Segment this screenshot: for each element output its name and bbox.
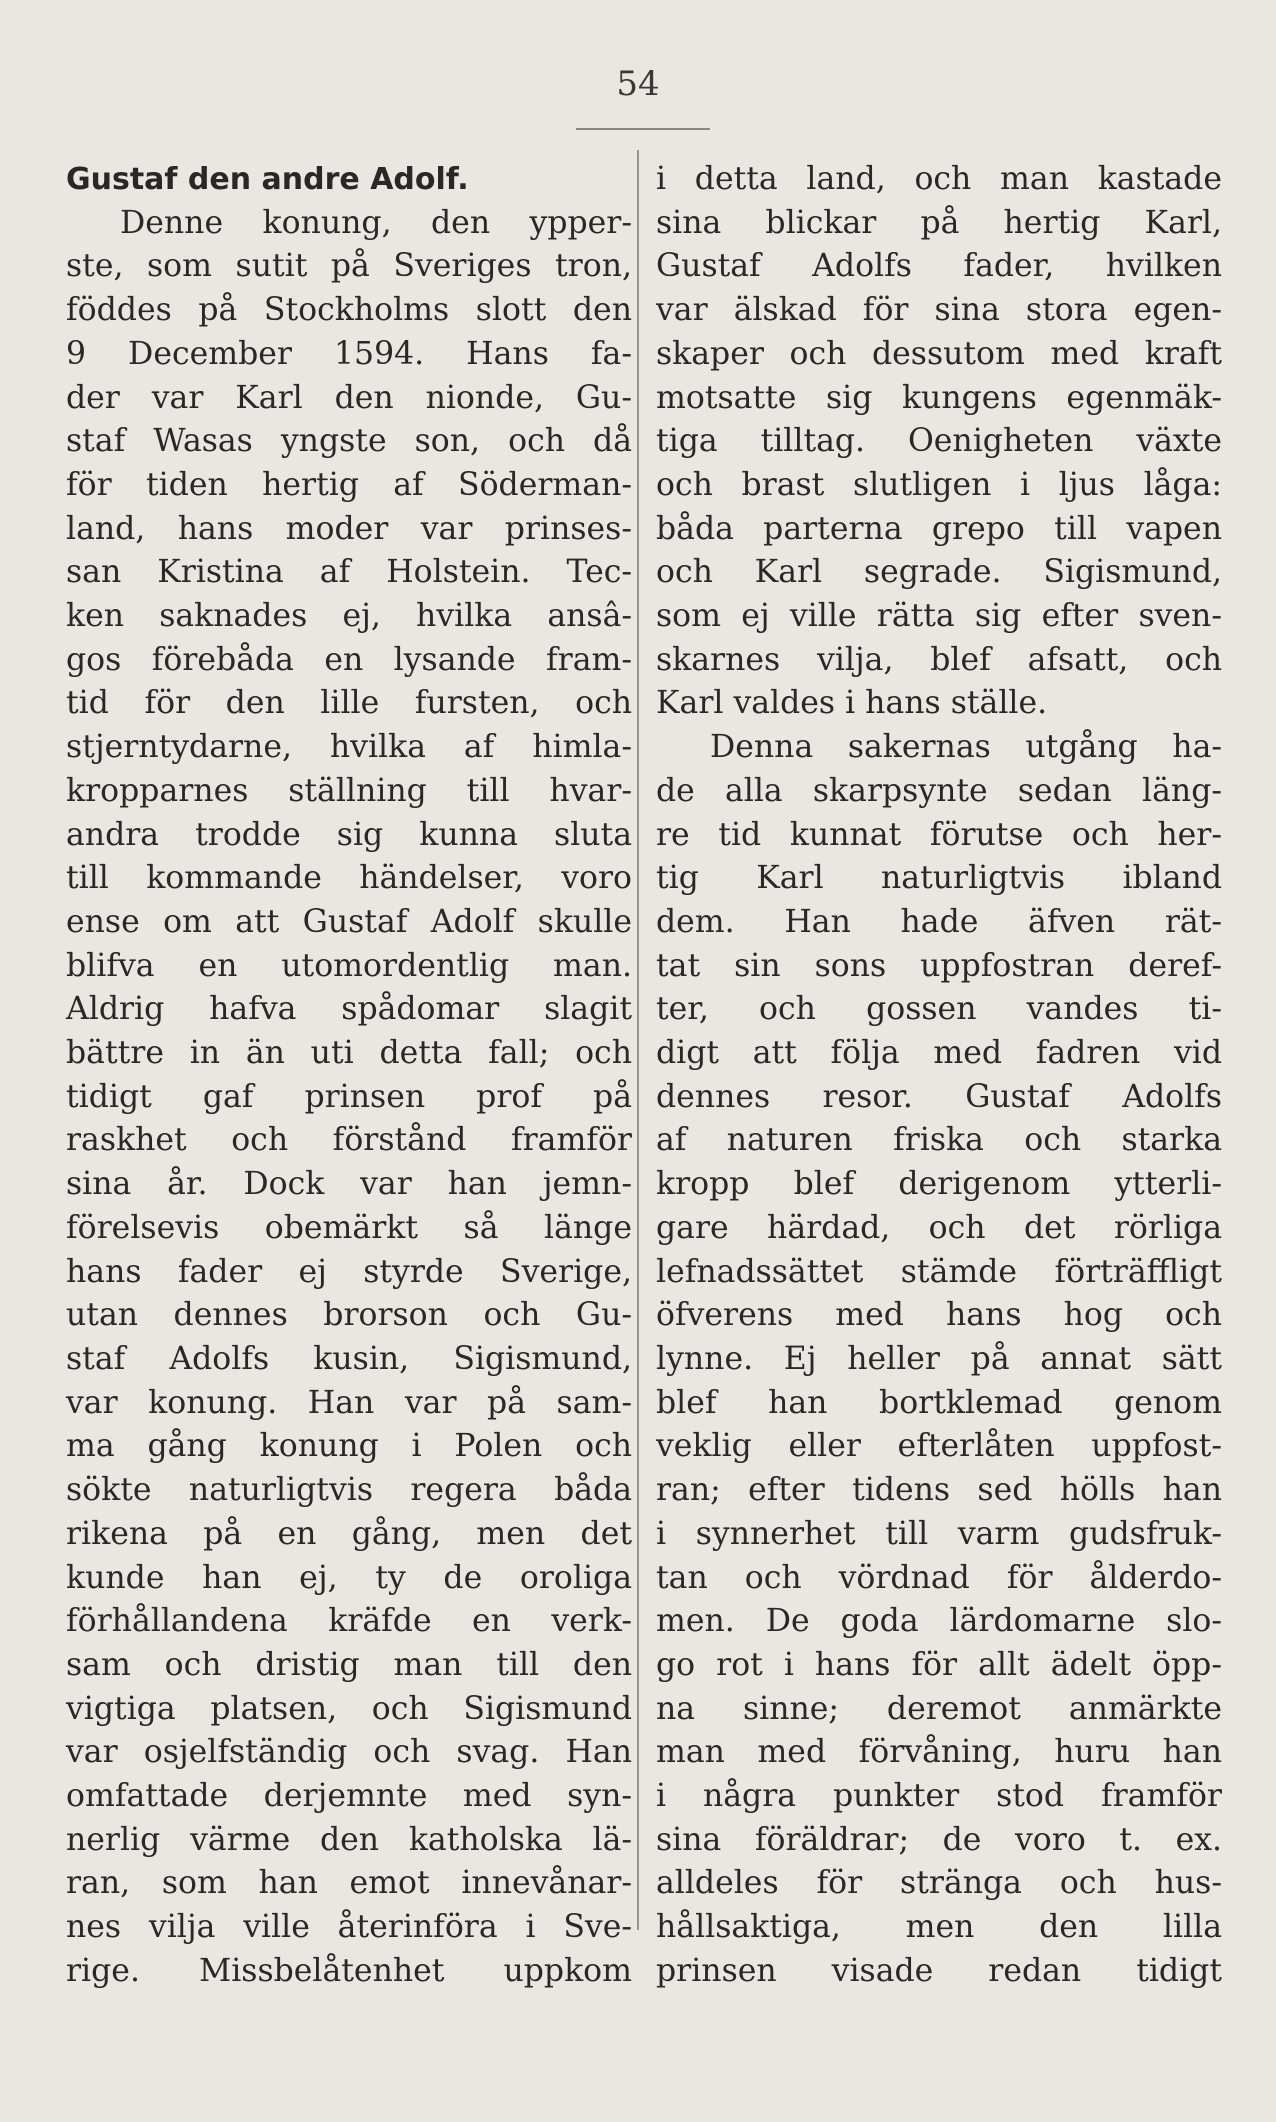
text-line: omfattade derjemnte med syn- [66,1778,632,1815]
section-heading: Gustaf den andre Adolf. [66,162,469,197]
text-line: till kommande händelser, voro [66,860,632,897]
text-line: förhållandena kräfde en verk- [66,1603,632,1640]
text-line: tan och vördnad för ålderdo- [656,1559,1222,1596]
text-line: och brast slutligen i ljus låga: [656,466,1222,503]
right-column [656,158,1222,1994]
text-line: nes vilja ville återinföra i Sve- [66,1909,632,1946]
text-line: hans fader ej styrde Sverige, [66,1253,632,1290]
text-line: kunde han ej, ty de oroliga [66,1559,632,1596]
text-line: var älskad för sina stora egen- [656,292,1222,329]
text-line: tat sin sons uppfostran deref- [656,947,1222,984]
page-number: 54 [616,64,660,104]
text-line: i detta land, och man kastade [656,161,1222,197]
text-line: i synnerhet till varm gudsfruk- [656,1515,1222,1552]
text-line: tiga tilltag. Oenigheten växte [656,423,1222,460]
text-line: ter, och gossen vandes ti- [656,991,1222,1028]
text-line: var osjelfständig och svag. Han [66,1734,632,1771]
text-line: der var Karl den nionde, Gu- [66,379,632,416]
text-line: man med förvåning, huru han [656,1734,1222,1771]
text-line: lefnadssättet stämde förträffligt [656,1253,1222,1290]
text-line: digt att följa med fadren vid [656,1035,1222,1072]
text-line: land, hans moder var prinses- [66,510,632,547]
text-line: staf Wasas yngste son, och då [66,423,632,460]
text-line: som ej ville rätta sig efter sven- [656,598,1222,635]
top-rule [576,128,710,130]
text-line: sam och dristig man till den [66,1646,632,1683]
text-line: förelsevis obemärkt så länge [66,1209,632,1246]
text-line: men. De goda lärdomarne slo- [656,1603,1222,1640]
left-column [66,158,632,1994]
text-line: rikena på en gång, men det [66,1515,632,1552]
text-line: ran, som han emot innevånar- [66,1865,632,1902]
text-line: ma gång konung i Polen och [66,1428,632,1465]
text-line: motsatte sig kungens egenmäk- [656,379,1222,416]
text-line: san Kristina af Holstein. Tec- [66,554,632,591]
text-line: för tiden hertig af Söderman- [66,466,632,503]
text-line: tig Karl naturligtvis ibland [656,860,1222,897]
text-line: vigtiga platsen, och Sigismund [66,1690,632,1727]
text-line: Aldrig hafva spådomar slagit [66,991,632,1028]
text-line: raskhet och förstånd framför [66,1122,632,1159]
text-line: föddes på Stockholms slott den [66,292,632,329]
text-line: båda parterna grepo till vapen [656,510,1222,547]
text-line: ran; efter tidens sed hölls han [656,1472,1222,1509]
text-line: Karl valdes i hans ställe. [656,685,1048,722]
text-line: utan dennes brorson och Gu- [66,1297,632,1334]
text-line: Denna sakernas utgång ha- [710,729,1222,766]
text-line: tid för den lille fursten, och [66,685,632,722]
text-line: lynne. Ej heller på annat sätt [656,1340,1222,1377]
text-line: staf Adolfs kusin, Sigismund, [66,1340,632,1377]
text-line: öfverens med hans hog och [656,1297,1222,1334]
text-line: sina blickar på hertig Karl, [656,204,1222,241]
text-line: ense om att Gustaf Adolf skulle [66,903,632,940]
text-line: stjerntydarne, hvilka af himla- [66,729,632,766]
text-line: ste, som sutit på Sveriges tron, [66,248,632,285]
text-line: veklig eller efterlåten uppfost- [656,1428,1222,1465]
text-line: ken saknades ej, hvilka ansâ- [66,598,632,635]
text-line: gos förebåda en lysande fram- [66,641,632,678]
text-line: alldeles för stränga och hus- [656,1865,1222,1902]
column-divider [637,150,639,1930]
text-line: kropp blef derigenom ytterli- [656,1166,1222,1203]
text-line: gare härdad, och det rörliga [656,1209,1222,1246]
text-line: prinsen visade redan tidigt [656,1952,1222,1989]
text-line: dennes resor. Gustaf Adolfs [656,1078,1222,1115]
text-line: na sinne; deremot anmärkte [656,1690,1222,1727]
text-line: i några punkter stod framför [656,1778,1222,1815]
text-line: skaper och dessutom med kraft [656,335,1222,372]
text-line: sina föräldrar; de voro t. ex. [656,1821,1222,1858]
text-line: andra trodde sig kunna sluta [66,816,632,853]
text-line: dem. Han hade äfven rät- [656,903,1222,940]
text-line: nerlig värme den katholska lä- [66,1821,632,1858]
text-line: kropparnes ställning till hvar- [66,772,632,809]
text-line: blef han bortklemad genom [656,1384,1222,1421]
text-line: go rot i hans för allt ädelt öpp- [656,1646,1222,1683]
text-line: Gustaf Adolfs fader, hvilken [656,248,1222,285]
text-line: de alla skarpsynte sedan läng- [656,772,1222,809]
text-line: hållsaktiga, men den lilla [656,1909,1222,1946]
text-line: tidigt gaf prinsen prof på [66,1078,632,1115]
text-line: och Karl segrade. Sigismund, [656,554,1222,591]
text-line: skarnes vilja, blef afsatt, och [656,641,1222,678]
text-line: rige. Missbelåtenhet uppkom [66,1952,632,1989]
text-line: bättre in än uti detta fall; och [66,1035,632,1072]
text-line: blifva en utomordentlig man. [66,947,632,984]
text-line: re tid kunnat förutse och her- [656,816,1222,853]
text-line: af naturen friska och starka [656,1122,1222,1159]
text-line: sökte naturligtvis regera båda [66,1472,632,1509]
text-line: sina år. Dock var han jemn- [66,1166,632,1203]
text-line: var konung. Han var på sam- [66,1384,632,1421]
text-line: 9 December 1594. Hans fa- [66,335,632,372]
text-line: Denne konung, den ypper- [120,204,632,241]
